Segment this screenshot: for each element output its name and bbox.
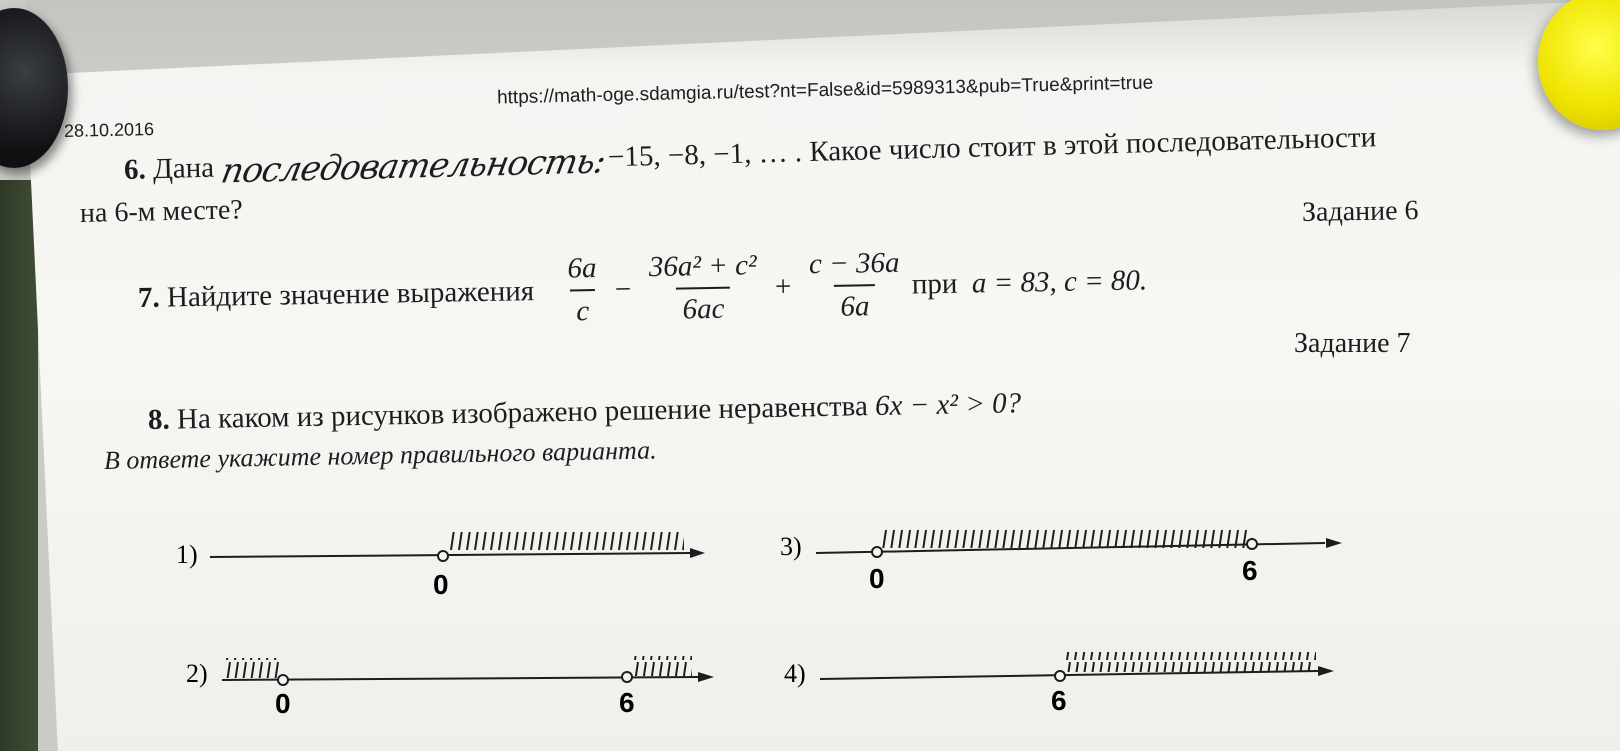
fraction-3-numerator: c − 36a — [808, 246, 900, 281]
option-4-hatch — [1066, 652, 1316, 672]
option-3-open-point-0 — [872, 547, 882, 557]
option-3 — [780, 528, 1342, 594]
option-3-open-point-6 — [1247, 539, 1257, 549]
task6-sequence: −15, −8, −1, … . — [607, 136, 803, 174]
fraction-2-numerator: 36a² + c² — [648, 249, 757, 284]
option-3-tick-6: 6 — [1242, 555, 1258, 586]
option-4-tick-6: 6 — [1051, 685, 1067, 716]
task6-tag: Задание 6 — [1301, 194, 1419, 229]
option-2 — [186, 656, 714, 719]
task6-question-cont: на 6-м месте? — [79, 194, 244, 229]
task7-tag: Задание 7 — [1294, 328, 1411, 359]
task7-tail-word: при — [911, 267, 958, 300]
task8-number: 8. — [147, 403, 171, 436]
task7-plus: + — [774, 270, 792, 303]
option-3-hatch — [882, 528, 1252, 548]
option-1-tick-0: 0 — [433, 569, 449, 600]
task6-lead: Дана — [152, 151, 215, 186]
option-2-hatch-left — [226, 658, 280, 678]
task6-question: Какое число стоит в этой последовательности — [808, 121, 1377, 169]
option-2-tick-0: 0 — [275, 688, 291, 719]
task7-values: a = 83, c = 80. — [971, 263, 1148, 299]
option-2-hatch-right — [632, 656, 692, 676]
option-2-open-point-0 — [278, 675, 288, 685]
print-url: https://math-oge.sdamgia.ru/test?nt=False&id=5989313&pub=True&print=true — [496, 72, 1154, 109]
option-1-axis — [210, 553, 690, 557]
fraction-1-denominator: c — [570, 289, 596, 328]
option-1-label: 1) — [176, 540, 198, 569]
option-1 — [176, 532, 705, 600]
option-1-hatch — [448, 532, 684, 552]
task6-number: 6. — [123, 153, 147, 186]
option-2-arrow — [698, 672, 714, 682]
fraction-1-numerator: 6a — [567, 251, 597, 285]
task7-text: Найдите значение выражения — [166, 274, 535, 313]
task7-number: 7. — [137, 281, 161, 314]
fraction-3-denominator: 6a — [834, 284, 876, 324]
task8-note: В ответе укажите номер правильного варианта. — [103, 435, 657, 475]
task6-handwritten: последовательность: — [218, 141, 609, 192]
option-3-label: 3) — [780, 532, 802, 561]
task8-inequality: 6x − x² > 0? — [874, 387, 1022, 423]
print-date: 28.10.2016 — [63, 119, 155, 141]
option-4-axis — [820, 671, 1318, 679]
option-4-arrow — [1318, 666, 1334, 676]
option-2-open-point-6 — [622, 672, 632, 682]
option-4-open-point-6 — [1055, 671, 1065, 681]
option-2-tick-6: 6 — [619, 687, 635, 718]
option-3-tick-0: 0 — [869, 563, 885, 594]
option-1-open-point-0 — [438, 551, 448, 561]
option-2-label: 2) — [186, 659, 208, 688]
option-1-arrow — [690, 548, 705, 558]
option-4 — [784, 652, 1334, 716]
option-4-label: 4) — [784, 659, 806, 688]
task7-minus: − — [614, 272, 632, 306]
fraction-2-denominator: 6ac — [676, 287, 731, 327]
task8-text: На каком из рисунков изображено решение неравенства — [176, 390, 869, 436]
option-3-arrow — [1326, 538, 1342, 548]
